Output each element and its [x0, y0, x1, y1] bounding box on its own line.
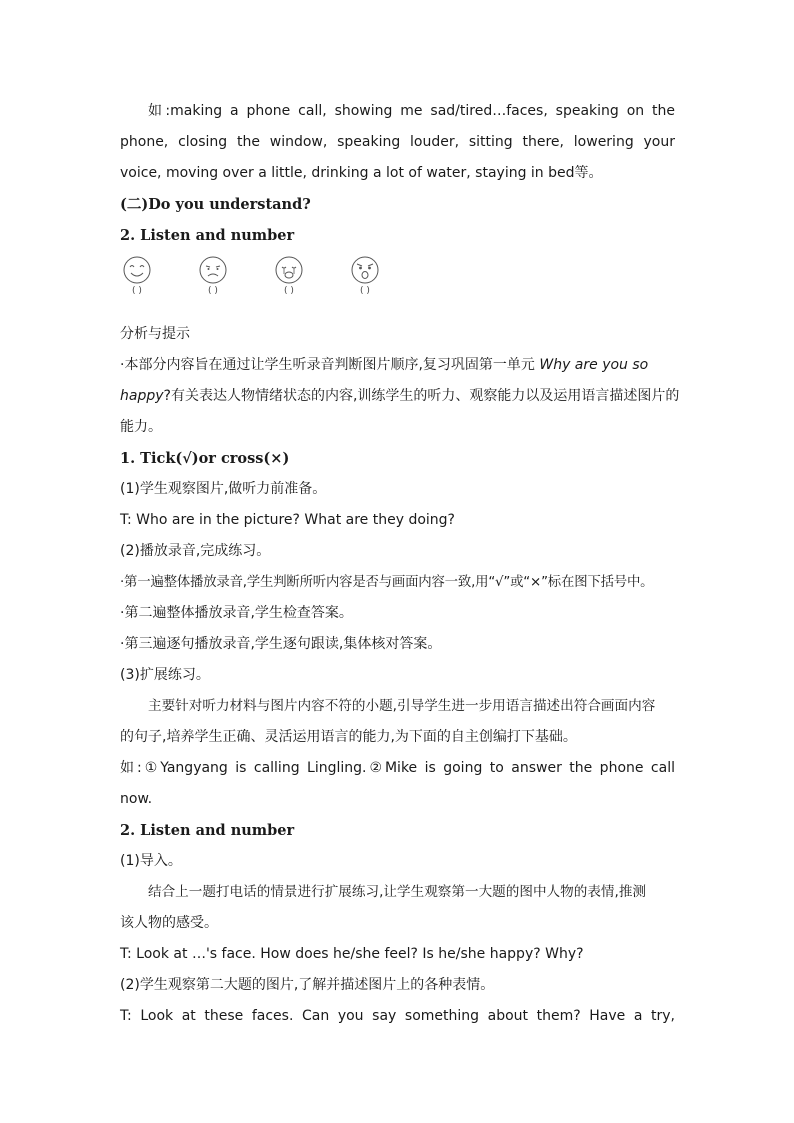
angry-face-icon: [350, 255, 380, 285]
teacher-line: T: Look at these faces. Can you say something about them? Have a try,: [120, 1008, 675, 1024]
teacher-line: T: Look at …'s face. How does he/she feel? Is he/she happy? Why?: [120, 946, 584, 962]
document-page: [120, 96, 680, 1032]
text-line: 主要针对听力材料与图片内容不符的小题,引导学生进一步用语言描述出符合画面内容: [148, 698, 656, 714]
face-item: [196, 255, 230, 297]
unit-title-italic: Why are you so: [534, 357, 649, 373]
step-line: (1)学生观察图片,做听力前准备。: [120, 481, 327, 497]
answer-paren: ( ): [132, 286, 142, 296]
face-item: [272, 255, 306, 297]
text-line: 该人物的感受。: [120, 915, 218, 931]
text-line: [120, 350, 675, 381]
text-line: 如:making a phone call, showing me sad/tired…faces, speaking on the: [148, 103, 675, 119]
face-item: [348, 255, 382, 297]
crying-face-icon: [274, 255, 304, 285]
section-heading: (二)Do you understand?: [120, 196, 311, 213]
text-line: 能力。: [120, 419, 162, 435]
answer-paren: ( ): [360, 286, 370, 296]
step-line: (3)扩展练习。: [120, 667, 210, 683]
text-line: 结合上一题打电话的情景进行扩展练习,让学生观察第一大题的图中人物的表情,推测: [148, 884, 647, 900]
exercise-heading: 2. Listen and number: [120, 822, 295, 839]
analysis-heading: 分析与提示: [120, 326, 190, 342]
step-line: (1)导入。: [120, 853, 182, 869]
bullet-line: ·第二遍整体播放录音,学生检查答案。: [120, 605, 353, 621]
teacher-line: T: Who are in the picture? What are they doing?: [120, 512, 455, 528]
text-line: phone, closing the window, speaking louder, sitting there, lowering your: [120, 134, 675, 150]
text-span: ·本部分内容旨在通过让学生听录音判断图片顺序,复习巩固第一单元: [120, 357, 535, 373]
step-line: (2)学生观察第二大题的图片,了解并描述图片上的各种表情。: [120, 977, 495, 993]
faces-row: [120, 255, 675, 313]
text-line: 的句子,培养学生正确、灵活运用语言的能力,为下面的自主创编打下基础。: [120, 729, 577, 745]
face-item: [120, 255, 154, 297]
step-line: (2)播放录音,完成练习。: [120, 543, 271, 559]
text-span: ?有关表达人物情绪状态的内容,训练学生的听力、观察能力以及运用语言描述图片的: [163, 388, 680, 404]
exercise-heading: 1. Tick(√)or cross(×): [120, 450, 290, 467]
answer-paren: ( ): [208, 286, 218, 296]
example-line: now.: [120, 791, 153, 807]
happy-face-icon: [122, 255, 152, 285]
text-line: voice, moving over a little, drinking a lot of water, staying in bed等。: [120, 165, 603, 181]
example-line: 如:①Yangyang is calling Lingling.②Mike is going to answer the phone call: [120, 760, 675, 776]
exercise-heading: 2. Listen and number: [120, 227, 295, 244]
bullet-line: ·第三遍逐句播放录音,学生逐句跟读,集体核对答案。: [120, 636, 442, 652]
text-line: [120, 381, 680, 412]
sad-face-icon: [198, 255, 228, 285]
unit-title-italic: happy: [120, 388, 164, 404]
answer-paren: ( ): [284, 286, 294, 296]
bullet-line: ·第一遍整体播放录音,学生判断所听内容是否与画面内容一致,用“√”或“×”标在图下括号中。: [120, 575, 654, 590]
